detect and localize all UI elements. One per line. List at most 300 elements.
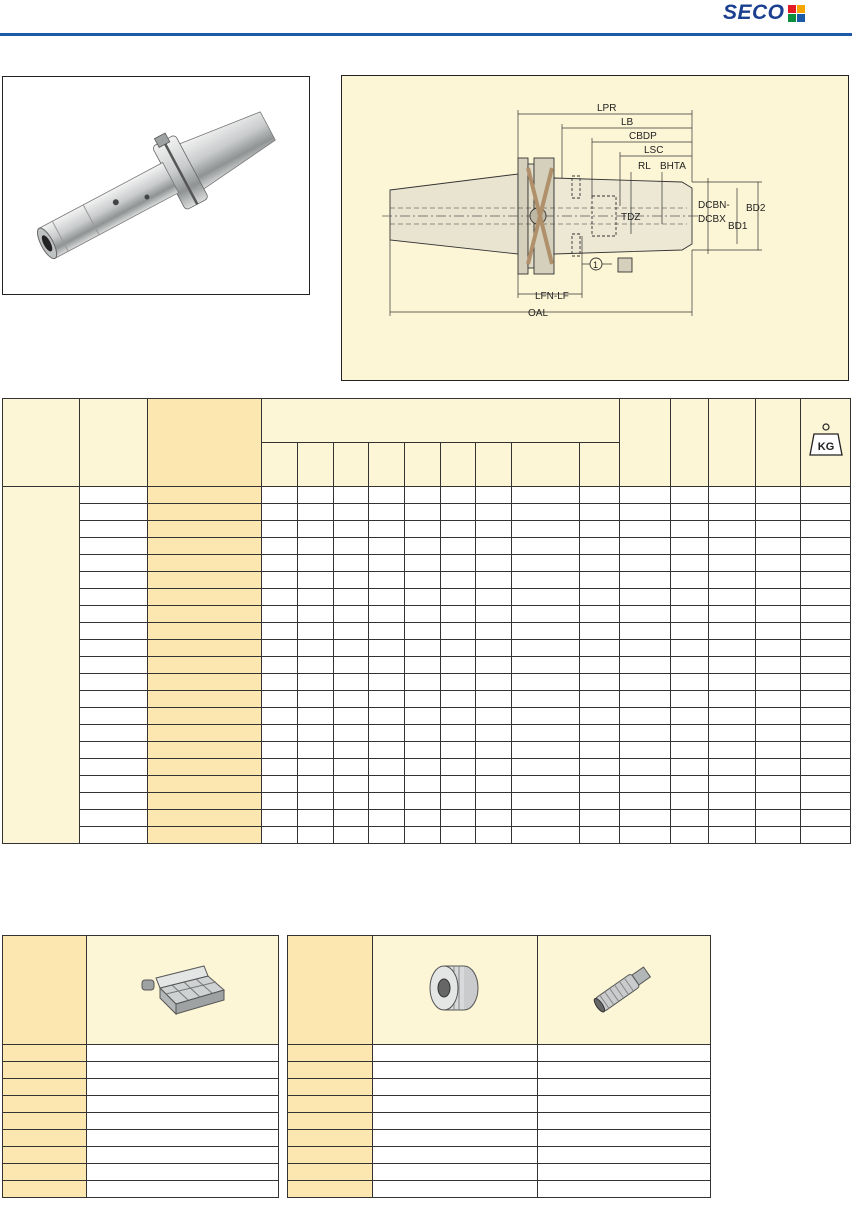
table-cell — [262, 742, 298, 759]
table-cell — [709, 810, 756, 827]
table-cell — [620, 827, 671, 844]
table-row — [3, 827, 851, 844]
table-cell — [298, 606, 334, 623]
table-cell — [148, 759, 262, 776]
table-cell — [801, 572, 851, 589]
accessory-cell — [87, 1130, 279, 1147]
table-cell — [262, 810, 298, 827]
table-cell — [756, 657, 801, 674]
accessory-cell — [3, 1164, 87, 1181]
dim-cbdp: CBDP — [629, 131, 657, 142]
table-cell — [580, 572, 620, 589]
accessory-row — [3, 1045, 279, 1062]
table-cell — [262, 487, 298, 504]
table-cell — [334, 810, 369, 827]
table-cell — [801, 504, 851, 521]
table-cell — [298, 793, 334, 810]
table-cell — [80, 555, 148, 572]
table-cell — [620, 674, 671, 691]
table-row — [3, 810, 851, 827]
table-cell — [709, 504, 756, 521]
table-cell — [620, 504, 671, 521]
accessory-cell — [87, 1062, 279, 1079]
table-cell — [441, 776, 476, 793]
table-cell — [369, 674, 405, 691]
table-cell — [405, 487, 441, 504]
accessory-cell — [373, 1062, 538, 1079]
accessory-cell — [538, 1130, 711, 1147]
table-cell — [580, 725, 620, 742]
table-cell — [671, 776, 709, 793]
table-cell — [369, 538, 405, 555]
accessory-cell — [373, 1079, 538, 1096]
table-cell — [709, 606, 756, 623]
table-cell — [801, 640, 851, 657]
table-cell — [369, 657, 405, 674]
table-cell — [671, 725, 709, 742]
table-cell — [671, 555, 709, 572]
table-cell — [476, 504, 512, 521]
table-cell — [441, 691, 476, 708]
table-cell — [148, 623, 262, 640]
weight-kg-icon — [808, 422, 844, 458]
table-cell — [580, 521, 620, 538]
table-cell — [671, 589, 709, 606]
table-cell — [801, 827, 851, 844]
accessory-cell — [87, 1113, 279, 1130]
header-sub-cell — [262, 443, 298, 487]
table-cell — [334, 572, 369, 589]
table-row — [3, 640, 851, 657]
table-cell — [512, 708, 580, 725]
table-cell — [334, 504, 369, 521]
table-cell — [580, 657, 620, 674]
accessory-cell — [538, 1096, 711, 1113]
table-cell — [512, 504, 580, 521]
table-cell — [756, 555, 801, 572]
table-cell — [512, 640, 580, 657]
table-cell — [620, 555, 671, 572]
accessory-cell — [288, 1079, 373, 1096]
table-row — [3, 742, 851, 759]
table-cell — [756, 589, 801, 606]
accessory-cell — [373, 1147, 538, 1164]
table-cell — [441, 708, 476, 725]
accessory-row — [288, 1181, 711, 1198]
table-cell — [512, 691, 580, 708]
table-cell — [801, 657, 851, 674]
table-cell — [671, 759, 709, 776]
table-cell — [756, 742, 801, 759]
table-cell — [334, 623, 369, 640]
table-cell — [405, 589, 441, 606]
table-cell — [334, 487, 369, 504]
callout-number: 1 — [593, 260, 599, 270]
header-sub-cell — [405, 443, 441, 487]
table-cell — [620, 521, 671, 538]
table-cell — [671, 623, 709, 640]
table-cell — [580, 640, 620, 657]
table-cell — [369, 708, 405, 725]
accessory-row — [3, 1147, 279, 1164]
table-cell — [756, 810, 801, 827]
table-cell — [512, 759, 580, 776]
table-cell — [80, 742, 148, 759]
table-cell — [298, 640, 334, 657]
table-cell — [80, 572, 148, 589]
table-cell — [476, 640, 512, 657]
accessory-cell — [538, 1045, 711, 1062]
accessory-row — [288, 1062, 711, 1079]
table-cell — [298, 555, 334, 572]
table-cell — [441, 606, 476, 623]
table-cell — [476, 606, 512, 623]
table-cell — [298, 674, 334, 691]
accessory-cell — [87, 1096, 279, 1113]
table-cell — [756, 674, 801, 691]
table-cell — [801, 674, 851, 691]
accessory-cell — [538, 1164, 711, 1181]
table-cell — [512, 793, 580, 810]
stop-screw-icon — [584, 958, 664, 1018]
table-cell — [298, 657, 334, 674]
accessory-row — [288, 1147, 711, 1164]
table-cell — [580, 487, 620, 504]
table-cell — [369, 555, 405, 572]
table-cell — [476, 572, 512, 589]
table-cell — [262, 759, 298, 776]
table-cell — [476, 742, 512, 759]
accessory-cell — [288, 1181, 373, 1198]
accessory-row — [288, 1045, 711, 1062]
table-cell — [80, 623, 148, 640]
table-cell — [80, 640, 148, 657]
table-cell — [709, 589, 756, 606]
table-cell — [580, 674, 620, 691]
table-cell — [80, 487, 148, 504]
table-cell — [405, 776, 441, 793]
table-cell — [262, 538, 298, 555]
logo-text: SECO — [723, 1, 785, 24]
table-cell — [441, 623, 476, 640]
header-cell — [671, 399, 709, 487]
table-cell — [801, 538, 851, 555]
table-cell — [334, 708, 369, 725]
table-cell — [512, 487, 580, 504]
table-cell — [709, 674, 756, 691]
table-cell — [512, 538, 580, 555]
table-cell — [671, 793, 709, 810]
table-cell — [476, 776, 512, 793]
table-cell — [405, 759, 441, 776]
table-cell — [369, 742, 405, 759]
table-cell — [801, 589, 851, 606]
table-cell — [580, 776, 620, 793]
header-sub-cell — [476, 443, 512, 487]
table-cell — [671, 691, 709, 708]
accessory-cell — [288, 1096, 373, 1113]
dim-dcbn: DCBN- — [698, 200, 730, 211]
accessory-cell — [87, 1181, 279, 1198]
table-cell — [756, 759, 801, 776]
table-cell — [334, 827, 369, 844]
table-cell — [262, 776, 298, 793]
table-cell — [441, 793, 476, 810]
table-cell — [709, 538, 756, 555]
table-cell — [801, 742, 851, 759]
table-cell — [405, 555, 441, 572]
table-cell — [476, 674, 512, 691]
table-cell — [441, 572, 476, 589]
table-cell — [671, 606, 709, 623]
table-cell — [148, 827, 262, 844]
table-cell — [756, 487, 801, 504]
accessory-row — [3, 1164, 279, 1181]
table-cell — [334, 555, 369, 572]
table-cell — [148, 555, 262, 572]
table-cell — [405, 623, 441, 640]
table-cell — [334, 640, 369, 657]
table-row — [3, 623, 851, 640]
accessory-cell — [538, 1079, 711, 1096]
table-cell — [80, 504, 148, 521]
table-cell — [476, 725, 512, 742]
table-cell — [148, 572, 262, 589]
table-cell — [369, 606, 405, 623]
table-cell — [334, 793, 369, 810]
table-cell — [709, 708, 756, 725]
table-cell — [580, 555, 620, 572]
table-cell — [512, 589, 580, 606]
accessory-row — [3, 1096, 279, 1113]
table-cell — [441, 538, 476, 555]
table-cell — [334, 759, 369, 776]
table-row — [3, 487, 851, 504]
header-rule — [0, 33, 852, 36]
table-cell — [3, 487, 80, 844]
coolant-nut-icon — [420, 958, 490, 1018]
table-cell — [405, 827, 441, 844]
accessory-cell — [288, 1164, 373, 1181]
accessory-row — [3, 1062, 279, 1079]
table-cell — [709, 725, 756, 742]
table-cell — [148, 691, 262, 708]
accessory-row — [288, 1079, 711, 1096]
table-cell — [262, 623, 298, 640]
table-cell — [620, 708, 671, 725]
table-cell — [476, 810, 512, 827]
tool-holder-photo — [3, 77, 309, 294]
table-cell — [80, 810, 148, 827]
accessory-cell — [3, 1113, 87, 1130]
accessory-cell — [3, 1147, 87, 1164]
accessory-cell — [538, 1147, 711, 1164]
table-cell — [80, 657, 148, 674]
table-cell — [709, 640, 756, 657]
table-cell — [148, 606, 262, 623]
table-cell — [298, 725, 334, 742]
table-cell — [620, 759, 671, 776]
accessory-row — [288, 1164, 711, 1181]
table-cell — [476, 487, 512, 504]
table-cell — [441, 810, 476, 827]
accessory-cell — [373, 1130, 538, 1147]
table-cell — [405, 725, 441, 742]
table-cell — [512, 810, 580, 827]
table-cell — [441, 759, 476, 776]
table-cell — [298, 521, 334, 538]
table-cell — [580, 793, 620, 810]
table-cell — [512, 521, 580, 538]
table-cell — [441, 521, 476, 538]
table-cell — [620, 657, 671, 674]
table-cell — [801, 793, 851, 810]
accessory-header-image-cell — [373, 936, 538, 1045]
table-cell — [441, 742, 476, 759]
table-cell — [620, 725, 671, 742]
dim-dcbx: DCBX — [698, 214, 726, 225]
table-cell — [512, 572, 580, 589]
table-cell — [756, 640, 801, 657]
table-cell — [405, 708, 441, 725]
table-cell — [148, 793, 262, 810]
accessory-cell — [3, 1181, 87, 1198]
table-cell — [369, 589, 405, 606]
table-cell — [262, 674, 298, 691]
table-cell — [620, 742, 671, 759]
table-cell — [671, 827, 709, 844]
table-cell — [441, 657, 476, 674]
table-cell — [476, 623, 512, 640]
table-cell — [369, 793, 405, 810]
table-cell — [298, 708, 334, 725]
table-cell — [369, 827, 405, 844]
dim-lsc: LSC — [644, 145, 664, 156]
table-cell — [512, 623, 580, 640]
header-cell — [620, 399, 671, 487]
table-cell — [476, 827, 512, 844]
accessory-header-cell — [3, 936, 87, 1045]
table-cell — [801, 725, 851, 742]
table-cell — [756, 504, 801, 521]
table-cell — [334, 521, 369, 538]
accessory-cell — [373, 1181, 538, 1198]
table-cell — [620, 623, 671, 640]
accessory-cell — [87, 1045, 279, 1062]
dim-lb: LB — [621, 117, 634, 128]
table-cell — [441, 674, 476, 691]
table-cell — [405, 640, 441, 657]
table-cell — [148, 708, 262, 725]
table-cell — [512, 725, 580, 742]
table-cell — [148, 521, 262, 538]
table-cell — [756, 776, 801, 793]
header-sub-cell — [441, 443, 476, 487]
table-cell — [580, 606, 620, 623]
header-sub-cell — [298, 443, 334, 487]
table-cell — [148, 589, 262, 606]
table-cell — [298, 742, 334, 759]
table-cell — [756, 827, 801, 844]
accessory-kit-box-icon — [138, 960, 228, 1016]
table-cell — [709, 793, 756, 810]
table-cell — [441, 487, 476, 504]
accessory-cell — [288, 1113, 373, 1130]
table-cell — [756, 623, 801, 640]
table-cell — [476, 589, 512, 606]
table-cell — [148, 742, 262, 759]
table-row — [3, 674, 851, 691]
accessory-cell — [288, 1130, 373, 1147]
table-cell — [262, 827, 298, 844]
table-cell — [620, 589, 671, 606]
table-cell — [405, 521, 441, 538]
table-row — [3, 793, 851, 810]
table-cell — [620, 538, 671, 555]
header-cell — [709, 399, 756, 487]
table-cell — [441, 725, 476, 742]
table-cell — [298, 589, 334, 606]
table-row — [3, 725, 851, 742]
dim-bd2: BD2 — [746, 203, 766, 214]
table-cell — [709, 827, 756, 844]
table-cell — [298, 776, 334, 793]
accessory-header-image-cell — [538, 936, 711, 1045]
table-cell — [148, 487, 262, 504]
table-cell — [298, 691, 334, 708]
table-cell — [298, 827, 334, 844]
table-cell — [80, 759, 148, 776]
accessory-cell — [3, 1045, 87, 1062]
table-cell — [756, 725, 801, 742]
dim-bd1: BD1 — [728, 221, 748, 232]
table-cell — [671, 742, 709, 759]
table-cell — [441, 504, 476, 521]
accessory-header-row — [3, 936, 279, 1045]
table-cell — [476, 708, 512, 725]
table-cell — [620, 776, 671, 793]
table-cell — [148, 725, 262, 742]
table-cell — [405, 538, 441, 555]
table-cell — [709, 759, 756, 776]
accessory-header-cell — [288, 936, 373, 1045]
table-cell — [756, 521, 801, 538]
table-cell — [671, 674, 709, 691]
table-cell — [709, 742, 756, 759]
accessory-row — [3, 1113, 279, 1130]
seco-logo — [723, 2, 805, 24]
header-sub-cell — [369, 443, 405, 487]
header-sub-cell — [580, 443, 620, 487]
table-cell — [441, 555, 476, 572]
table-cell — [620, 691, 671, 708]
table-header-row — [3, 399, 851, 443]
table-cell — [476, 538, 512, 555]
table-cell — [709, 691, 756, 708]
table-cell — [80, 589, 148, 606]
table-cell — [262, 589, 298, 606]
table-cell — [334, 691, 369, 708]
logo-mark-icon — [788, 5, 805, 22]
table-cell — [148, 640, 262, 657]
table-cell — [709, 572, 756, 589]
table-row — [3, 776, 851, 793]
table-cell — [405, 674, 441, 691]
table-cell — [756, 572, 801, 589]
dim-oal: OAL — [528, 308, 549, 319]
table-cell — [334, 657, 369, 674]
table-cell — [671, 504, 709, 521]
